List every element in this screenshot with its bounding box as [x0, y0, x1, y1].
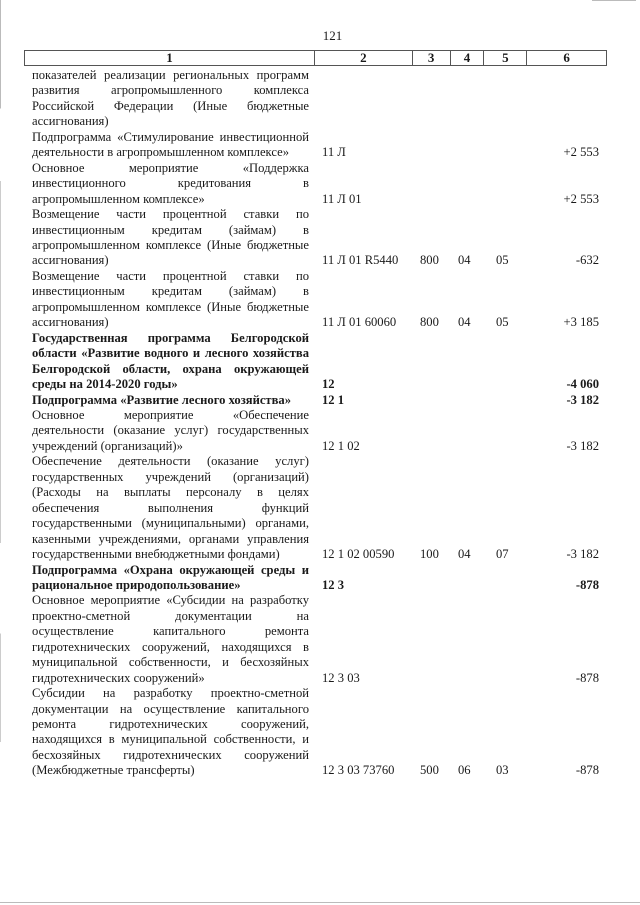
row-description: Возмещение части процентной ставки по инвестиционным кредитам (займам) в агропромышленном комплексе (Иные бюджетные ассигнования): [32, 268, 309, 330]
row-code: 11 Л 01 R5440: [322, 253, 399, 268]
table-row: [32, 331, 599, 393]
row-subsection: [492, 68, 539, 130]
table-row: [32, 563, 599, 594]
row-expense-type: [420, 130, 456, 161]
row-expense-type: 800: [420, 253, 439, 268]
row-code: 11 Л 01 60060: [322, 315, 397, 330]
row-section: 04: [458, 315, 471, 330]
row-subsection: 05: [496, 315, 509, 330]
row-expense-type: [420, 331, 456, 393]
row-subsection: 07: [496, 547, 509, 562]
row-expense-type: 500: [420, 763, 439, 778]
table-row: [32, 161, 599, 207]
row-section: [456, 393, 492, 408]
row-section: [456, 593, 492, 686]
row-subsection: 03: [496, 763, 509, 778]
budget-table: [32, 68, 599, 779]
header-col-1: 1: [25, 51, 315, 65]
row-expense-type: [420, 68, 456, 130]
row-code: 12 3 03: [322, 670, 360, 685]
row-section: [456, 331, 492, 393]
row-section: [456, 563, 492, 594]
row-code: 12 1 02: [322, 438, 360, 453]
table-row: [32, 269, 599, 331]
row-description: Основное мероприятие «Поддержка инвестиционного кредитования в агропромышленном комплексе»: [32, 160, 309, 206]
row-amount: [539, 68, 599, 130]
scan-border-top: [592, 0, 636, 1]
row-code: 12 1 02 00590: [322, 547, 395, 562]
row-code: 12: [322, 377, 335, 392]
row-amount: -878: [575, 670, 599, 685]
row-subsection: [492, 130, 539, 161]
row-amount: +2 553: [563, 191, 599, 206]
row-amount: -4 060: [566, 377, 599, 392]
table-row: [32, 408, 599, 454]
row-subsection: [492, 161, 539, 207]
header-col-6: 6: [563, 50, 570, 65]
row-section: 04: [458, 253, 471, 268]
row-description: Подпрограмма «Стимулирование инвестиционной деятельности в агропромышленном комплексе»: [32, 129, 309, 160]
row-amount: -878: [575, 763, 599, 778]
page-number: 121: [322, 28, 343, 43]
row-amount: -878: [575, 577, 599, 592]
row-subsection: [492, 408, 539, 454]
row-description: Государственная программа Белгородской области «Развитие водного и лесного хозяйства Белгородской области, охрана окружающей среды на 2014-2020 годы»: [32, 330, 309, 392]
row-subsection: 05: [496, 253, 509, 268]
row-code: 12 1: [322, 392, 345, 407]
header-col-4: 4: [451, 51, 485, 65]
table-row: [32, 68, 599, 130]
table-row: [32, 130, 599, 161]
table-row: [32, 393, 599, 408]
row-amount: -3 182: [566, 547, 599, 562]
row-description: Подпрограмма «Охрана окружающей среды и рациональное природопользование»: [32, 562, 309, 592]
row-description: показателей реализации региональных программ развития агропромышленного комплекса Российской Федерации (Иные бюджетные ассигнования): [32, 68, 309, 129]
row-description: Возмещение части процентной ставки по инвестиционным кредитам (займам) в агропромышленном комплексе (Иные бюджетные ассигнования): [32, 207, 309, 268]
row-section: [456, 161, 492, 207]
row-description: Основное мероприятие «Субсидии на разработку проектно-сметной документации на осуществление капитального ремонта гидротехнических сооружений, находящихся в муниципальной собственности, и бесхозяйных гидротехнических сооружений»: [32, 593, 309, 685]
row-section: [456, 130, 492, 161]
table-row: [32, 593, 599, 686]
row-subsection: [492, 331, 539, 393]
row-description: Основное мероприятие «Обеспечение деятельности (оказание услуг) государственных учреждений (организаций)»: [32, 407, 309, 453]
row-subsection: [492, 563, 539, 594]
table-row: [32, 686, 599, 779]
row-section: 06: [458, 763, 471, 778]
header-col-5: 5: [484, 51, 527, 65]
scan-border-left: [0, 0, 1, 905]
row-code: 12 3 03 73760: [322, 763, 395, 778]
header-col-2: 2: [315, 51, 413, 65]
row-expense-type: [420, 393, 456, 408]
table-row: [32, 454, 599, 562]
row-code: [309, 68, 420, 130]
row-section: 04: [458, 547, 471, 562]
row-code: 11 Л: [322, 145, 346, 160]
row-subsection: [492, 593, 539, 686]
row-description: Обеспечение деятельности (оказание услуг) государственных учреждений (организаций) (Расходы на выплаты персоналу в целях обеспечения выполнения функций государственными (муниципальными) органами, казенными учреждениями, органами управления государственными внебюджетными фондами): [32, 454, 309, 562]
row-expense-type: [420, 161, 456, 207]
row-expense-type: 100: [420, 547, 439, 562]
table-header: [24, 50, 607, 66]
row-description: Подпрограмма «Развитие лесного хозяйства»: [32, 392, 291, 407]
row-amount: -3 182: [566, 438, 599, 453]
row-code: 12 3: [322, 577, 345, 592]
row-section: [456, 408, 492, 454]
scan-border-bottom: [0, 902, 640, 903]
row-expense-type: [420, 593, 456, 686]
row-section: [456, 68, 492, 130]
row-expense-type: [420, 408, 456, 454]
row-amount: +3 185: [563, 315, 599, 330]
row-amount: -3 182: [566, 392, 599, 407]
table-row: [32, 207, 599, 269]
row-subsection: [492, 393, 539, 408]
header-col-3: 3: [413, 51, 451, 65]
row-amount: -632: [575, 253, 599, 268]
row-code: 11 Л 01: [322, 191, 362, 206]
row-amount: +2 553: [563, 145, 599, 160]
row-description: Субсидии на разработку проектно-сметной документации на осуществление капитального ремонта гидротехнических сооружений, находящихся в муниципальной собственности, и бесхозяйных гидротехнических сооружений (Межбюджетные трансферты): [32, 686, 309, 778]
row-expense-type: [420, 563, 456, 594]
row-expense-type: 800: [420, 315, 439, 330]
